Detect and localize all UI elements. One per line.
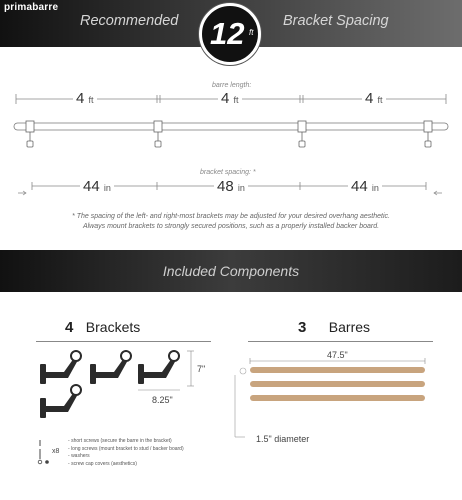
barres-heading bbox=[298, 319, 370, 337]
barres-divider bbox=[248, 341, 433, 342]
barre-length-segment-2: 4 ft bbox=[218, 90, 242, 107]
barre-assembly-diagram bbox=[0, 115, 462, 157]
banner-left-text: Recommended bbox=[80, 13, 179, 29]
overhang-arrow-right-icon bbox=[434, 191, 442, 195]
barre-piece-3 bbox=[250, 395, 425, 401]
hardware-multiplier: x8 bbox=[52, 448, 60, 455]
barre-length-segment-3: 4 ft bbox=[362, 90, 386, 107]
barres-count: 3 bbox=[298, 319, 307, 336]
badge-number: 12 bbox=[210, 16, 245, 51]
spacing-note-line-1: * The spacing of the left- and right-most brackets may be adjusted for your desired overhang aesthetic. bbox=[72, 213, 390, 220]
bracket-4 bbox=[424, 121, 432, 147]
bracket-piece-1 bbox=[40, 351, 81, 384]
barre-end-icon bbox=[240, 368, 246, 374]
bracket-spacing-segment-1: 44 in bbox=[80, 178, 114, 195]
bracket-piece-4 bbox=[40, 385, 81, 418]
hardware-illustration bbox=[34, 438, 64, 468]
brackets-count: 4 bbox=[65, 319, 74, 336]
barre-length-label: barre length: bbox=[212, 82, 252, 89]
barre-diameter: 1.5" diameter bbox=[256, 434, 310, 444]
hardware-item-screw-caps: - screw cap covers (aesthetics) bbox=[68, 460, 137, 467]
barres-label: Barres bbox=[328, 319, 371, 335]
bracket-spacing-label: bracket spacing: * bbox=[200, 169, 256, 176]
bracket-3 bbox=[298, 121, 306, 147]
hardware-item-short-screws: - short screws (secure the barre in the bracket) bbox=[68, 438, 172, 444]
bracket-piece-3 bbox=[138, 351, 179, 384]
bracket-height: 7" bbox=[197, 364, 206, 374]
bracket-2 bbox=[154, 121, 162, 147]
barre-piece-2 bbox=[250, 381, 425, 387]
washer-icon bbox=[38, 460, 42, 464]
bracket-spacing-segment-3: 44 in bbox=[348, 178, 382, 195]
barres-illustration bbox=[225, 355, 440, 445]
bracket-piece-2 bbox=[90, 351, 131, 384]
brackets-illustration bbox=[30, 348, 230, 423]
barre-length: 47.5" bbox=[327, 350, 348, 360]
screw-cap-icon bbox=[45, 460, 49, 464]
brackets-divider bbox=[36, 341, 211, 342]
hardware-list bbox=[68, 438, 184, 468]
bracket-width: 8.25" bbox=[152, 395, 173, 405]
bracket-spacing-segment-2: 48 in bbox=[214, 178, 248, 195]
bracket-1 bbox=[26, 121, 34, 147]
barre-length-segment-1: 4 ft bbox=[73, 90, 97, 107]
hardware-item-long-screws: - long screws (mount bracket to stud / backer board) bbox=[68, 445, 184, 452]
banner-right-text: Bracket Spacing bbox=[283, 13, 389, 29]
brackets-heading bbox=[65, 319, 140, 337]
barre-piece-1 bbox=[250, 367, 425, 373]
overhang-arrow-left-icon bbox=[18, 191, 26, 195]
brand-logo: primabarre bbox=[4, 2, 59, 13]
brackets-label: Brackets bbox=[85, 319, 141, 335]
hardware-item-washers: - washers bbox=[68, 453, 90, 459]
badge-unit: ft bbox=[249, 28, 254, 37]
spacing-note-line-2: Always mount brackets to strongly secured positions, such as a properly installed backer board. bbox=[82, 223, 380, 230]
components-title: Included Components bbox=[162, 263, 300, 279]
